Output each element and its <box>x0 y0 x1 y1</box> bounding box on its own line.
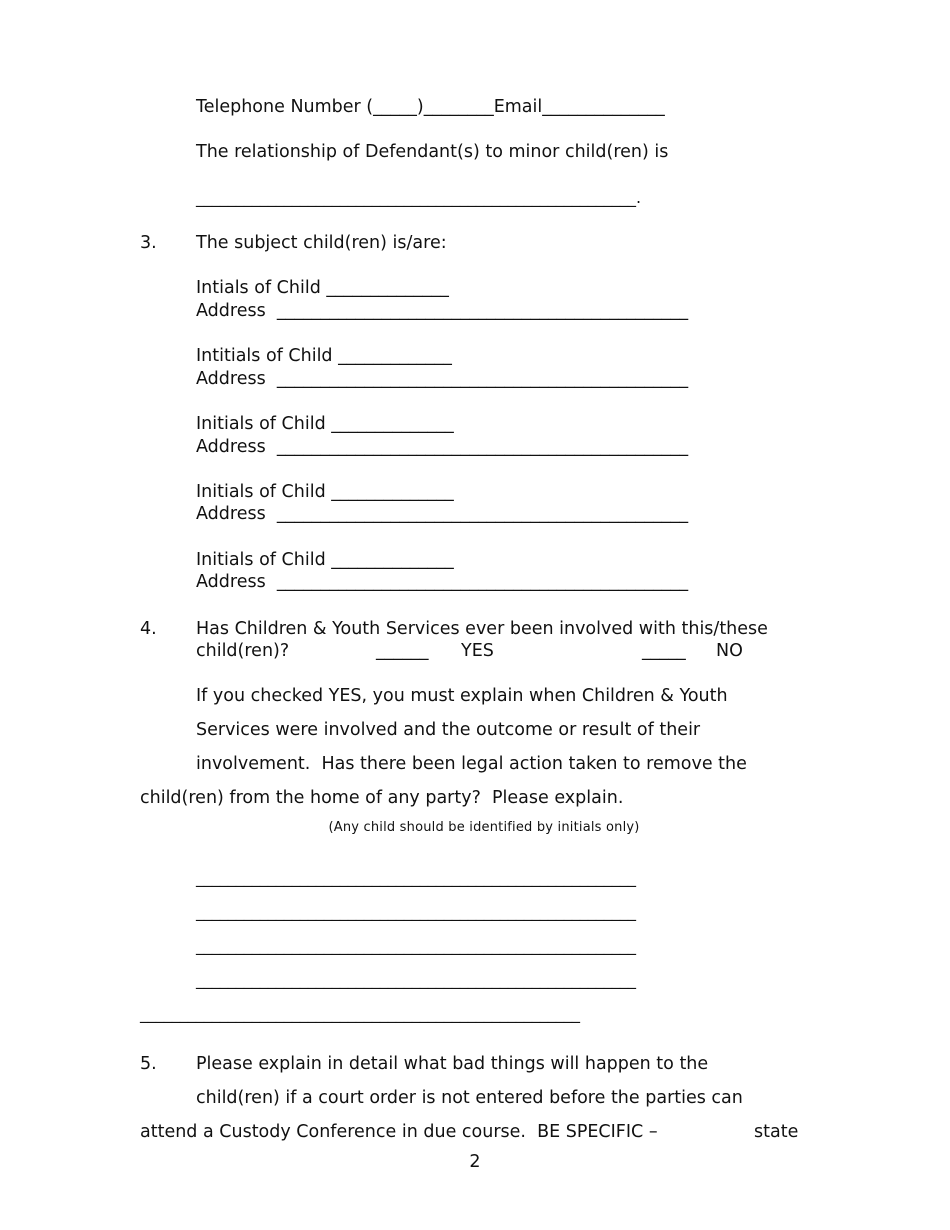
telephone-email-line: Telephone Number (_____)________Email______________ <box>196 97 665 117</box>
child-1-address: Address _______________________________________________ <box>196 301 689 321</box>
child-3-initials: Initials of Child ______________ <box>196 414 454 434</box>
child-4-address: Address _______________________________________________ <box>196 504 689 524</box>
explain-line-2: Services were involved and the outcome or result of their <box>196 720 701 740</box>
answer-line-2: _______________________________________________________ <box>196 902 636 921</box>
section-3-heading: The subject child(ren) is/are: <box>196 233 447 253</box>
child-2-address: Address _______________________________________________ <box>196 369 689 389</box>
section-5-line2: child(ren) if a court order is not entered before the parties can <box>196 1088 743 1108</box>
relationship-prompt: The relationship of Defendant(s) to minor child(ren) is <box>196 142 669 162</box>
initials-note: (Any child should be identified by initials only) <box>328 820 640 835</box>
section-5-line1: Please explain in detail what bad things will happen to the <box>196 1054 709 1074</box>
section-5-number: 5. <box>140 1054 157 1074</box>
child-5-initials: Initials of Child ______________ <box>196 550 454 570</box>
answer-line-4: _______________________________________________________ <box>196 970 636 989</box>
child-3-address: Address _______________________________________________ <box>196 437 689 457</box>
section-5-line3: attend a Custody Conference in due course. BE SPECIFIC – <box>140 1122 658 1142</box>
explain-line-4: child(ren) from the home of any party? Please explain. <box>140 788 624 808</box>
explain-line-1: If you checked YES, you must explain when Children & Youth <box>196 686 728 706</box>
yes-blank: ______ <box>376 641 429 661</box>
section-3-number: 3. <box>140 233 157 253</box>
no-blank: _____ <box>642 641 686 661</box>
answer-line-1: _______________________________________________________ <box>196 868 636 887</box>
section-4-number: 4. <box>140 619 157 639</box>
child-2-initials: Intitials of Child _____________ <box>196 346 452 366</box>
page-number: 2 <box>469 1152 481 1172</box>
section-5-line3-end: state <box>754 1122 799 1142</box>
child-5-address: Address _______________________________________________ <box>196 572 689 592</box>
section-4-question-line1: Has Children & Youth Services ever been involved with this/these <box>196 619 768 639</box>
child-1-initials: Intials of Child ______________ <box>196 278 449 298</box>
answer-line-3: _______________________________________________________ <box>196 936 636 955</box>
relationship-blank: _______________________________________________________. <box>196 188 642 207</box>
section-4-question-line2: child(ren)? <box>196 641 290 661</box>
explain-line-3: involvement. Has there been legal action taken to remove the <box>196 754 747 774</box>
answer-line-5: _______________________________________________________ <box>140 1004 580 1023</box>
yes-label: YES <box>461 641 494 661</box>
no-label: NO <box>716 641 743 661</box>
child-4-initials: Initials of Child ______________ <box>196 482 454 502</box>
